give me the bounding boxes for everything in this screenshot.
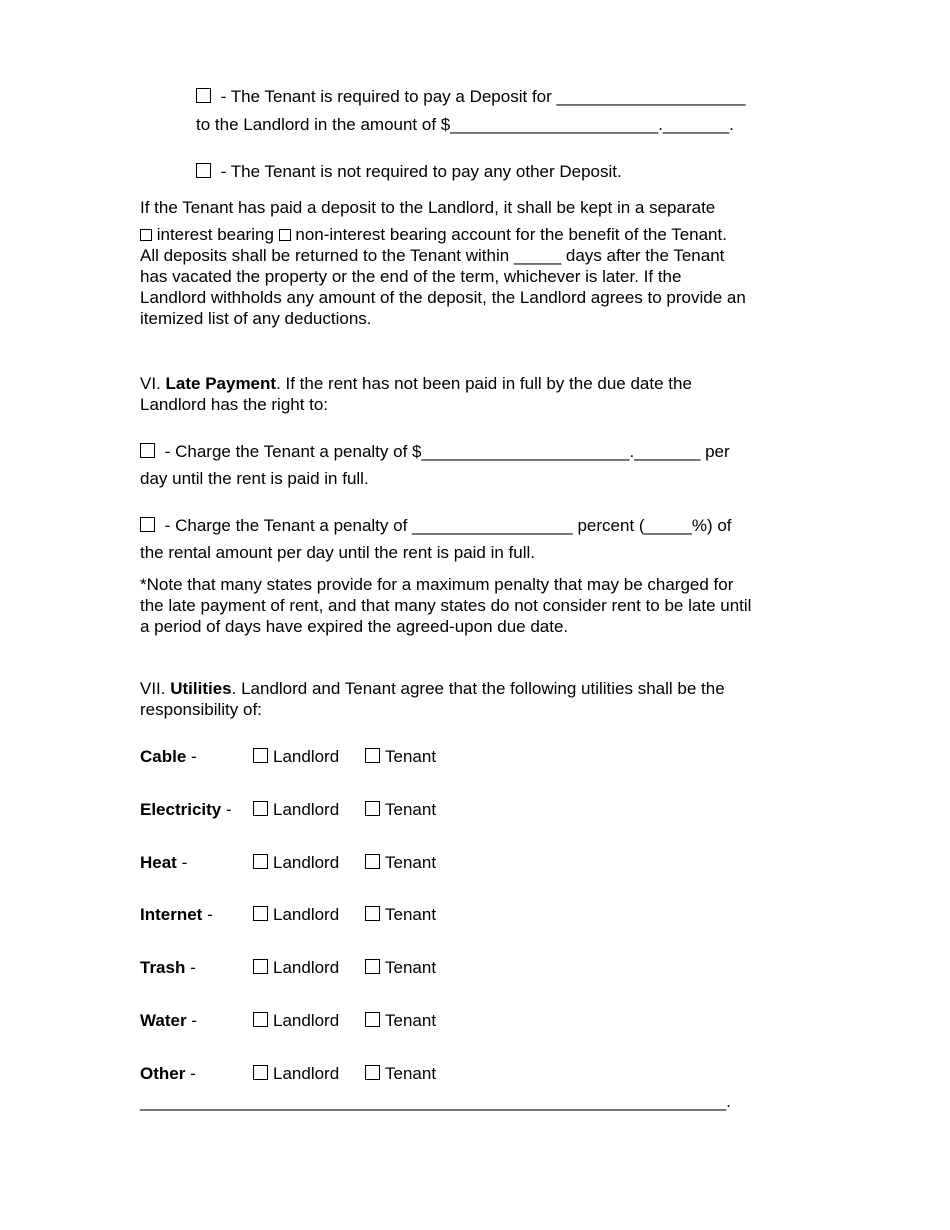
- utility-internet-landlord: Landlord: [253, 904, 339, 925]
- penalty-fixed-checkbox[interactable]: [140, 443, 155, 458]
- penalty-fixed-option: - Charge the Tenant a penalty of $______________________._______ per day until the rent is paid in full.: [140, 442, 730, 488]
- utilities-intro: VII. Utilities. Landlord and Tenant agree that the following utilities shall be the: [140, 679, 725, 698]
- utility-cable-landlord: Landlord: [253, 746, 339, 767]
- utility-other-landlord: Landlord: [253, 1063, 339, 1084]
- utility-water-landlord-checkbox[interactable]: [253, 1012, 268, 1027]
- utility-label-water: Water -: [140, 1011, 197, 1030]
- utility-label-trash: Trash -: [140, 958, 196, 977]
- utility-other-tenant: Tenant: [365, 1063, 436, 1084]
- utility-label-electricity: Electricity -: [140, 800, 232, 819]
- utility-heat-tenant-checkbox[interactable]: [365, 854, 380, 869]
- utility-electricity-landlord: Landlord: [253, 799, 339, 820]
- utility-water-tenant: Tenant: [365, 1010, 436, 1031]
- non-interest-bearing-checkbox[interactable]: [279, 229, 291, 241]
- utility-label-heat: Heat -: [140, 853, 188, 872]
- utility-electricity-tenant-checkbox[interactable]: [365, 801, 380, 816]
- utility-trash-landlord-checkbox[interactable]: [253, 959, 268, 974]
- utility-electricity-tenant: Tenant: [365, 799, 436, 820]
- utility-other-tenant-checkbox[interactable]: [365, 1065, 380, 1080]
- utility-heat-landlord: Landlord: [253, 852, 339, 873]
- utilities-section: VII. Utilities. Landlord and Tenant agree that the following utilities shall be the responsibility of:: [140, 678, 830, 720]
- deposit-paragraph: If the Tenant has paid a deposit to the Landlord, it shall be kept in a separate interest bearing non-interest bearing account for the benefit of the Tenant. All deposits shall be returned to the Tenant within _____ days after the Tenant has vacated the property or the end of the term, whichever is later. If the Landlord withholds any amount of the deposit, the Landlord agrees to provide an itemized list of any deductions.: [140, 197, 830, 329]
- utility-other-landlord-checkbox[interactable]: [253, 1065, 268, 1080]
- deposit-required-text: - The Tenant is required to pay a Deposit for ____________________: [216, 87, 746, 106]
- interest-bearing-checkbox[interactable]: [140, 229, 152, 241]
- utilities-heading: Utilities: [170, 679, 232, 698]
- utility-heat-landlord-checkbox[interactable]: [253, 854, 268, 869]
- late-payment-intro: VI. Late Payment. If the rent has not been paid in full by the due date the: [140, 374, 692, 393]
- late-payment-heading: Late Payment: [165, 374, 277, 393]
- penalty-percent-checkbox[interactable]: [140, 517, 155, 532]
- late-payment-section: VI. Late Payment. If the rent has not been paid in full by the due date the Landlord has the right to:: [140, 373, 830, 415]
- utility-label-other: Other -: [140, 1064, 196, 1083]
- utility-label-internet: Internet -: [140, 905, 213, 924]
- utility-cable-tenant: Tenant: [365, 746, 436, 767]
- deposit-required-checkbox[interactable]: [196, 88, 211, 103]
- utility-internet-tenant-checkbox[interactable]: [365, 906, 380, 921]
- account-type-line: interest bearing non-interest bearing account for the benefit of the Tenant.: [140, 224, 830, 245]
- utility-trash-landlord: Landlord: [253, 957, 339, 978]
- penalty-percent-option: - Charge the Tenant a penalty of _________________ percent (_____%) of the rental amount per day until the rent is paid in full.: [140, 516, 732, 562]
- deposit-not-required-option: [196, 161, 622, 182]
- deposit-not-required-checkbox[interactable]: [196, 163, 211, 178]
- utility-internet-tenant: Tenant: [365, 904, 436, 925]
- utility-label-cable: Cable -: [140, 747, 197, 766]
- late-payment-note: *Note that many states provide for a maximum penalty that may be charged for the late payment of rent, and that many states do not consider rent to be late until a period of days have expired the agreed-upon due date.: [140, 575, 752, 636]
- utility-water-landlord: Landlord: [253, 1010, 339, 1031]
- deposit-amount-line: to the Landlord in the amount of $______________________._______.: [196, 115, 734, 134]
- deposit-not-required-text: - The Tenant is not required to pay any other Deposit.: [216, 162, 622, 181]
- utility-cable-tenant-checkbox[interactable]: [365, 748, 380, 763]
- deposit-required-option: [196, 86, 746, 107]
- utility-water-tenant-checkbox[interactable]: [365, 1012, 380, 1027]
- utility-other-blank-line[interactable]: ______________________________________________________________.: [140, 1092, 731, 1111]
- utility-trash-tenant: Tenant: [365, 957, 436, 978]
- utility-heat-tenant: Tenant: [365, 852, 436, 873]
- utility-trash-tenant-checkbox[interactable]: [365, 959, 380, 974]
- utility-electricity-landlord-checkbox[interactable]: [253, 801, 268, 816]
- utility-internet-landlord-checkbox[interactable]: [253, 906, 268, 921]
- utility-cable-landlord-checkbox[interactable]: [253, 748, 268, 763]
